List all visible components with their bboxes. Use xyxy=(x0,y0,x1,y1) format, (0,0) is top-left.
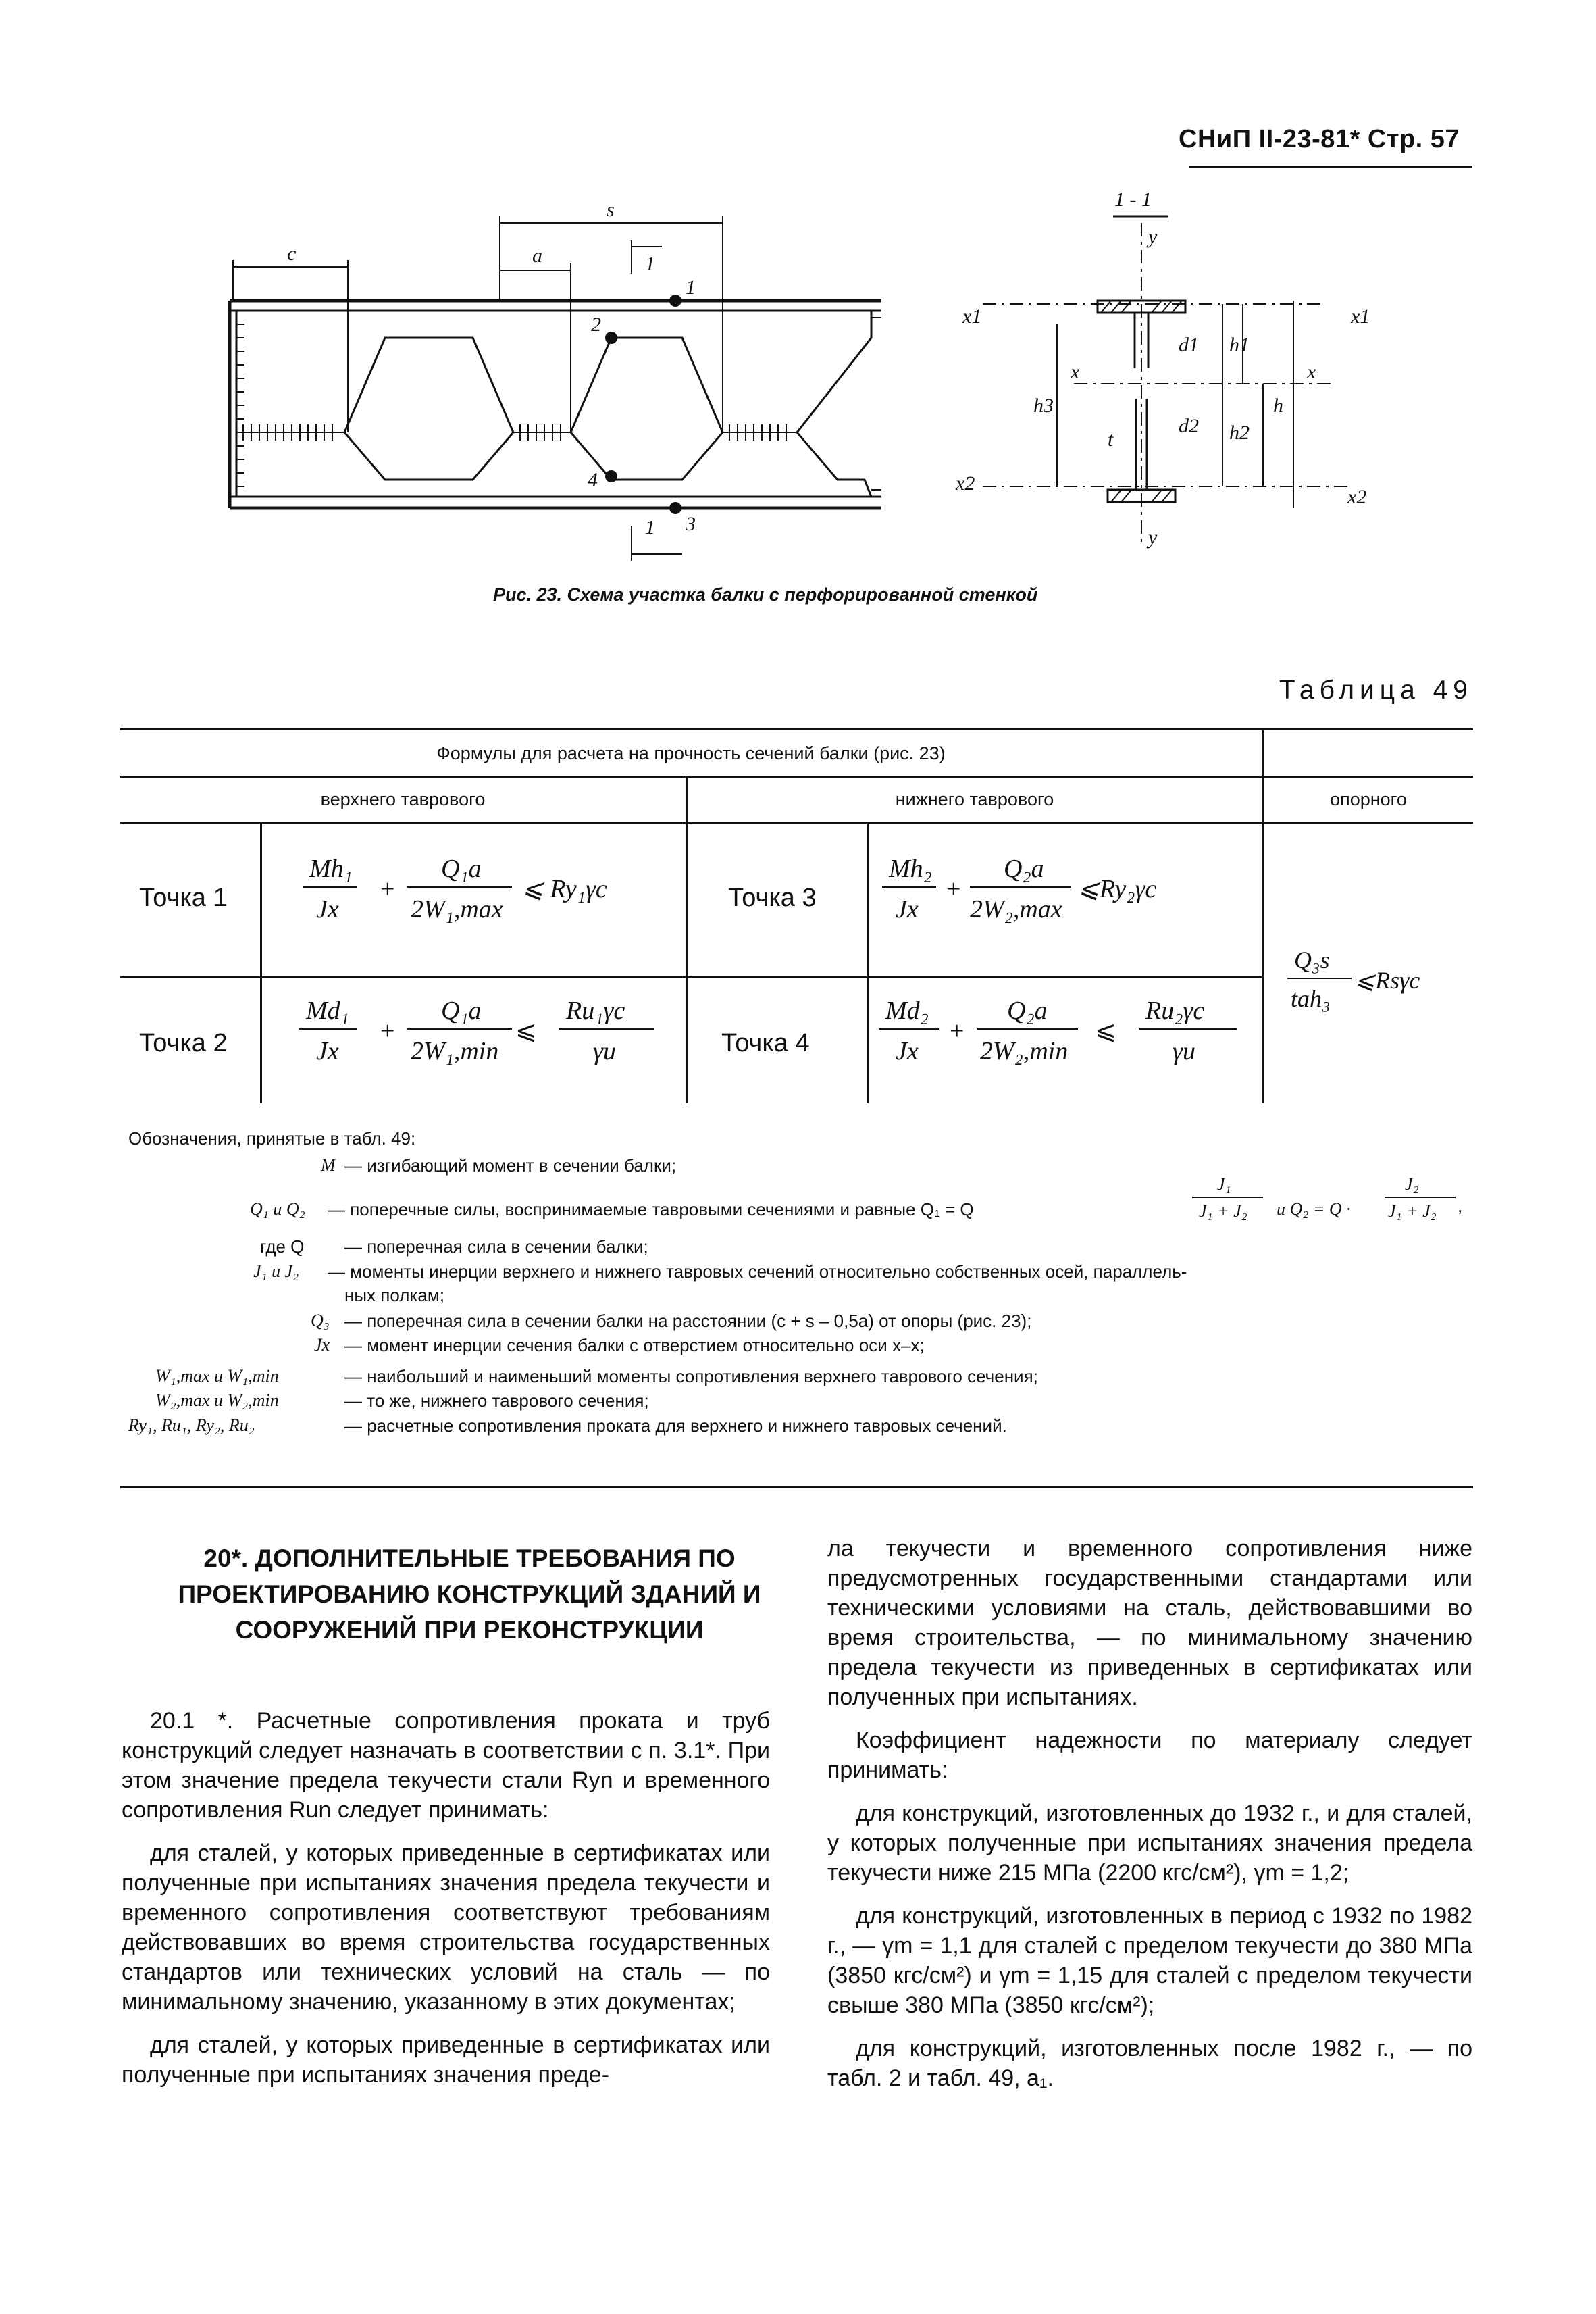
svg-text:Q₃s: Q₃s xyxy=(1294,947,1330,974)
table-header-top: верхнего таврового xyxy=(320,789,486,809)
svg-text:Q₂a: Q₂a xyxy=(1007,997,1048,1025)
dim-label-c: c xyxy=(287,243,297,265)
svg-text:Jx: Jx xyxy=(316,895,339,924)
note-J-symbol: J₁ и J₂ xyxy=(253,1261,299,1281)
note-Q-frac1-den: J₁ + J₂ xyxy=(1199,1201,1247,1221)
svg-text:Mh₂: Mh₂ xyxy=(889,855,932,883)
page-header: СНиП II-23-81* Стр. 57 xyxy=(1179,125,1460,153)
axis-x1-left: x1 xyxy=(962,305,982,328)
table-rule-1 xyxy=(120,776,1473,778)
dim-h3: h3 xyxy=(1033,395,1054,417)
svg-text:Q₂a: Q₂a xyxy=(1004,855,1044,883)
point-2-label: Точка 2 xyxy=(139,1029,228,1057)
note-R-symbol: Ry₁, Ru₁, Ry₂, Ru₂ xyxy=(128,1415,255,1435)
table-header-support: опорного xyxy=(1330,789,1407,809)
axis-y-bottom: y xyxy=(1148,526,1158,549)
note-Q-and: и Q₂ = Q · xyxy=(1277,1199,1351,1219)
svg-text:⩽: ⩽ xyxy=(1095,1017,1116,1045)
svg-text:2W₁,min: 2W₁,min xyxy=(411,1037,499,1065)
cross-section-drawing xyxy=(946,182,1418,561)
svg-text:+: + xyxy=(950,1017,964,1045)
svg-text:γu: γu xyxy=(593,1037,616,1065)
point-label-1: 1 xyxy=(686,276,696,299)
para-after-1982: для конструкций, изготовленных после 1982 г., — по табл. 2 и табл. 49, а₁. xyxy=(827,2036,1472,2091)
axis-x-right: x xyxy=(1307,361,1316,383)
note-R-text: — расчетные сопротивления проката для верхнего и нижнего тавровых сечений. xyxy=(344,1415,1007,1436)
point-3-label: Точка 3 xyxy=(728,884,817,912)
dim-h2: h2 xyxy=(1229,422,1250,444)
table-number: Таблица 49 xyxy=(1279,676,1473,705)
formula-support xyxy=(1264,931,1473,1032)
svg-text:⩽Ry₂γc: ⩽Ry₂γc xyxy=(1078,875,1157,903)
table-col-div-2 xyxy=(686,776,688,1103)
para-steel-below-right: ла текучести и временного сопротивления ниже предусмотренных государственными стандартами или техническими условиями на сталь, действовавшими во время строительства, — по минимальному значению предела текучести из приведенных в сертификатах или полученных при испытаниях. xyxy=(827,1536,1472,1710)
dim-label-a: a xyxy=(532,245,542,267)
dim-d2: d2 xyxy=(1179,415,1199,437)
note-Q3-symbol: Q₃ xyxy=(311,1311,330,1330)
svg-text:Q₁a: Q₁a xyxy=(441,997,482,1025)
dim-label-s: s xyxy=(607,199,615,221)
axis-x1-right: x1 xyxy=(1351,305,1370,328)
point-4-label: Точка 4 xyxy=(721,1029,810,1057)
dim-h1: h1 xyxy=(1229,334,1250,356)
note-Q3-text: — поперечная сила в сечении балки на расстоянии (c + s – 0,5a) от опоры (рис. 23); xyxy=(344,1311,1032,1331)
svg-text:2W₂,min: 2W₂,min xyxy=(980,1037,1069,1065)
note-Q-frac1-bar xyxy=(1192,1197,1263,1198)
formula-table xyxy=(120,728,1473,1103)
svg-text:Ru₁γc: Ru₁γc xyxy=(566,997,625,1025)
axis-x2-right: x2 xyxy=(1347,486,1367,508)
formula-point-4 xyxy=(869,978,1260,1103)
note-M-symbol: M xyxy=(321,1155,336,1175)
para-20-1: 20.1 *. Расчетные сопротивления проката и труб конструкций следует назначать в соответствии с п. 3.1*. При этом значение предела текучести стали Ryn и временного сопротивления Run следует принимать: xyxy=(122,1708,770,1823)
svg-text:2W₁,max: 2W₁,max xyxy=(411,895,503,924)
section-title: 1 - 1 xyxy=(1114,188,1152,211)
svg-text:+: + xyxy=(380,1017,395,1045)
dim-d1: d1 xyxy=(1179,334,1199,356)
note-Q-frac2-num: J₂ xyxy=(1405,1174,1419,1194)
svg-text:+: + xyxy=(380,875,395,903)
note-Jx-text: — момент инерции сечения балки с отверстием относительно оси x–x; xyxy=(344,1335,925,1355)
svg-text:Md₁: Md₁ xyxy=(306,997,349,1025)
table-rule-top xyxy=(120,728,1473,730)
notes-intro: Обозначения, принятые в табл. 49: xyxy=(128,1128,416,1149)
note-W2-symbol: W₂,max и W₂,min xyxy=(155,1390,279,1410)
formula-point-2 xyxy=(262,978,684,1103)
svg-text:⩽ Ry₁γc: ⩽ Ry₁γc xyxy=(522,875,607,903)
svg-text:Jx: Jx xyxy=(896,1037,919,1065)
note-gde-symbol: где Q xyxy=(260,1236,305,1257)
para-steel-below-left: для сталей, у которых приведенные в сертификатах или полученные при испытаниях значения преде- xyxy=(122,2032,770,2088)
note-W1-text: — наибольший и наименьший моменты сопротивления верхнего таврового сечения; xyxy=(344,1366,1038,1386)
note-gde-text: — поперечная сила в сечении балки; xyxy=(344,1236,648,1257)
svg-text:Ru₂γc: Ru₂γc xyxy=(1145,997,1205,1025)
note-W2-text: — то же, нижнего таврового сечения; xyxy=(344,1390,649,1411)
note-Q-frac1-num: J₁ xyxy=(1217,1174,1231,1194)
svg-text:Mh₁: Mh₁ xyxy=(309,855,353,883)
note-Q-end: , xyxy=(1458,1196,1463,1216)
beam-elevation-drawing xyxy=(203,189,919,568)
note-W1-symbol: W₁,max и W₁,min xyxy=(155,1366,279,1386)
section-mark-top: 1 xyxy=(645,253,655,275)
svg-text:Jx: Jx xyxy=(316,1037,339,1065)
table-col-div-1 xyxy=(1262,728,1264,1103)
table-header-bottom: нижнего таврового xyxy=(895,789,1054,809)
axis-x2-left: x2 xyxy=(956,472,975,495)
note-J-text-1: — моменты инерции верхнего и нижнего тавровых сечений относительно собственных осей, параллель- xyxy=(328,1261,1187,1282)
formula-point-1 xyxy=(262,823,684,975)
para-before-1932: для конструкций, изготовленных до 1932 г., и для сталей, у которых полученные при испытаниях значения предела текучести ниже 215 МПа (2200 кгс/см²), γm = 1,2; xyxy=(827,1801,1472,1886)
para-steel-standard: для сталей, у которых приведенные в сертификатах или полученные при испытаниях значения предела текучести и временного сопротивления соответствуют требованиям действовавших во время строительства государственных стандартов или технических условий на сталь — по минимальному значению, указанному в этих документах; xyxy=(122,1840,770,2015)
dim-t: t xyxy=(1108,428,1114,451)
svg-text:γu: γu xyxy=(1173,1037,1195,1065)
header-rule xyxy=(1189,166,1472,168)
svg-text:Q₁a: Q₁a xyxy=(441,855,482,883)
note-J-text-2: ных полкам; xyxy=(344,1285,444,1305)
point-label-4: 4 xyxy=(588,469,598,491)
dim-h: h xyxy=(1273,395,1283,417)
note-M-text: — изгибающий момент в сечении балки; xyxy=(344,1155,677,1176)
point-label-3: 3 xyxy=(686,513,696,535)
note-Q-frac2-bar xyxy=(1385,1197,1456,1198)
svg-text:2W₂,max: 2W₂,max xyxy=(970,895,1062,924)
point-label-2: 2 xyxy=(591,313,601,336)
section-mark-bottom: 1 xyxy=(645,516,655,538)
table-header-main: Формулы для расчета на прочность сечений балки (рис. 23) xyxy=(436,743,946,763)
notes-bottom-rule xyxy=(120,1486,1473,1488)
axis-y-top: y xyxy=(1148,226,1158,248)
section-heading: 20*. ДОПОЛНИТЕЛЬНЫЕ ТРЕБОВАНИЯ ПО ПРОЕКТИРОВАНИЮ КОНСТРУКЦИЙ ЗДАНИЙ И СООРУЖЕНИЙ ПРИ РЕКОНСТРУКЦИИ xyxy=(178,1544,761,1644)
right-column xyxy=(827,1534,1472,2107)
svg-text:⩽Rsγc: ⩽Rsγc xyxy=(1355,967,1420,994)
note-Q-text: — поперечные силы, воспринимаемые тавровыми сечениями и равные Q₁ = Q xyxy=(328,1199,974,1219)
svg-text:Jx: Jx xyxy=(896,895,919,924)
note-Q-symbol: Q₁ и Q₂ xyxy=(250,1199,305,1219)
formula-point-3 xyxy=(869,823,1260,975)
para-coefficient: Коэффициент надежности по материалу следует принимать: xyxy=(827,1728,1472,1783)
svg-text:Md₂: Md₂ xyxy=(885,997,929,1025)
svg-text:⩽: ⩽ xyxy=(515,1017,537,1045)
svg-text:+: + xyxy=(946,875,961,903)
left-column xyxy=(122,1706,770,2103)
point-1-label: Точка 1 xyxy=(139,884,228,912)
note-Q-frac2-den: J₁ + J₂ xyxy=(1388,1201,1437,1221)
axis-x-left: x xyxy=(1071,361,1080,383)
svg-text:tah₃: tah₃ xyxy=(1291,985,1331,1012)
figure-caption: Рис. 23. Схема участка балки с перфорированной стенкой xyxy=(493,584,1038,605)
note-Jx-symbol: Jx xyxy=(314,1335,330,1355)
para-1932-1982: для конструкций, изготовленных в период с 1932 по 1982 г., — γm = 1,1 для сталей с пределом текучести до 380 МПа (3850 кгс/см²) и γm = 1,15 для сталей с пределом текучести свыше 380 МПа (3850 кгс/см²); xyxy=(827,1903,1472,2018)
